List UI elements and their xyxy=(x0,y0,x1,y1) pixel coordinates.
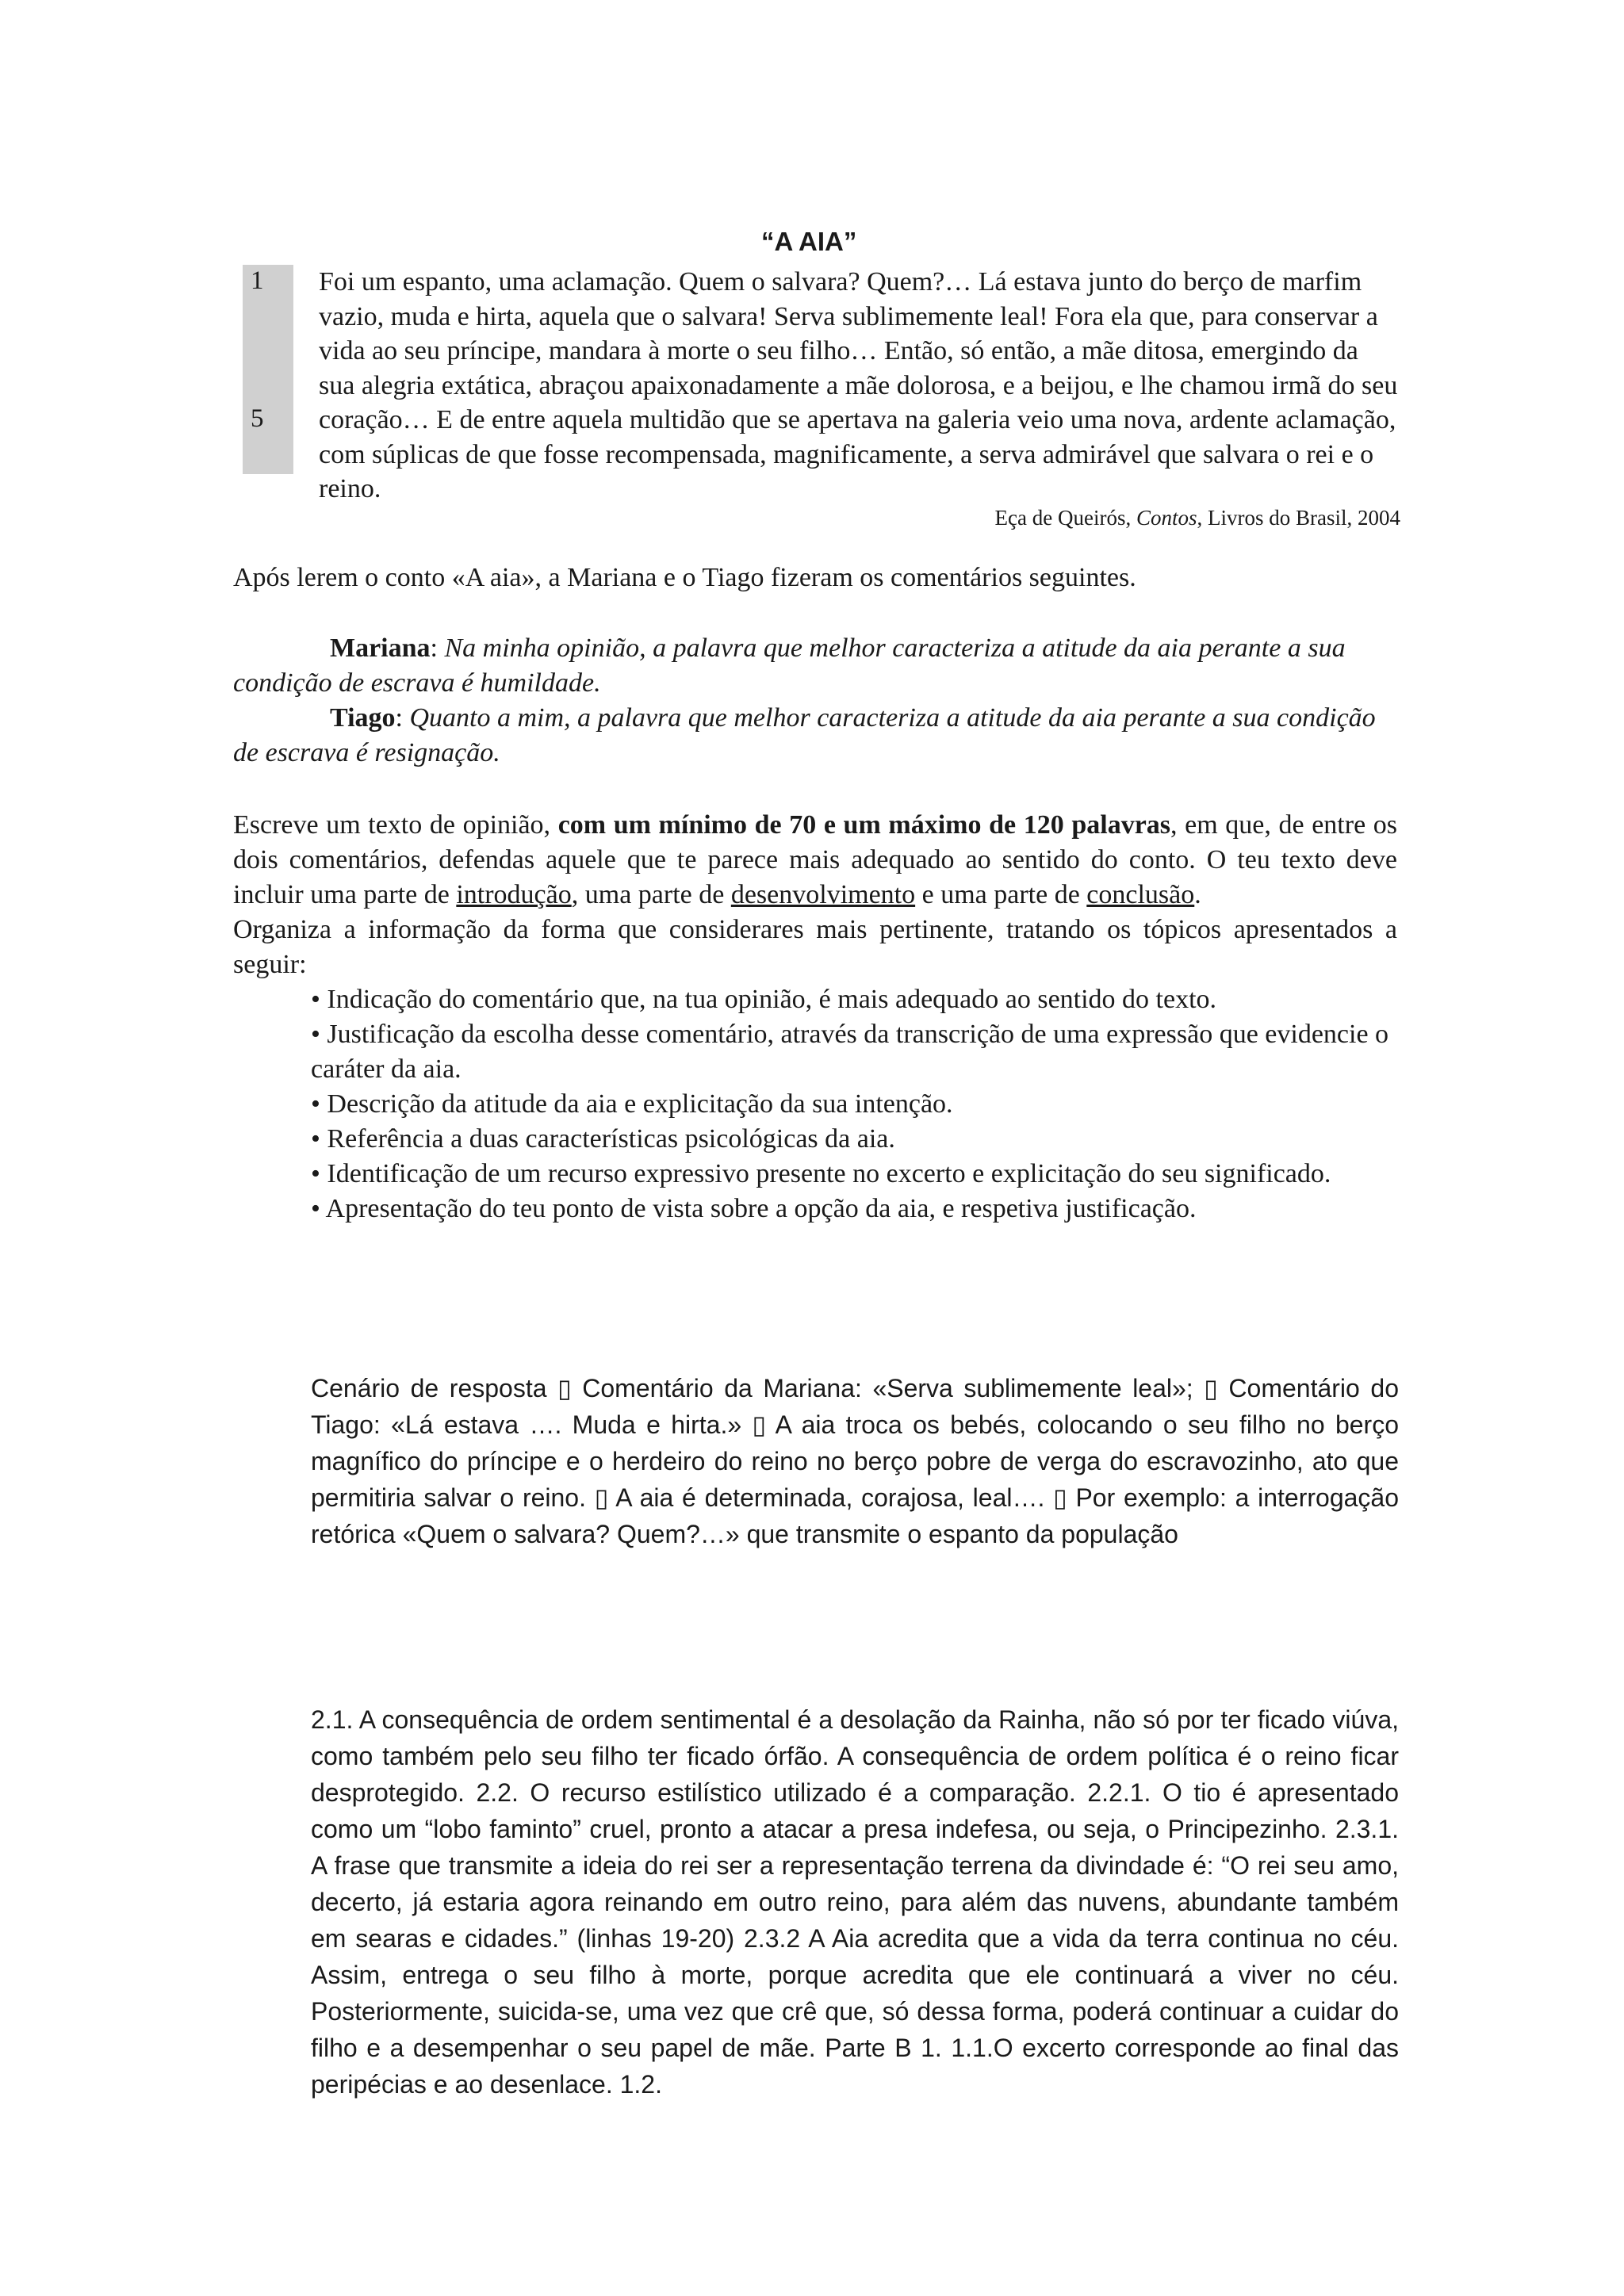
topic-item: • Descrição da atitude da aia e explicitação da sua intenção. xyxy=(311,1089,953,1119)
topic-item: • Identificação de um recurso expressivo presente no excerto e explicitação do seu significado. xyxy=(311,1159,1331,1188)
topic-item: • Apresentação do teu ponto de vista sobre a opção da aia, e respetiva justificação. xyxy=(311,1194,1197,1223)
topic-item: • Justificação da escolha desse comentário, através da transcrição de uma expressão que evidencie o caráter da aia. xyxy=(311,1020,1389,1084)
task-instructions xyxy=(233,808,1397,1226)
comment-text: Quanto a mim, a palavra que melhor caracteriza a atitude da aia perante a sua condição de escrava é resignação. xyxy=(233,703,1376,767)
answer-scenario: Cenário de resposta ▯ Comentário da Mariana: «Serva sublimemente leal»; ▯ Comentário do Tiago: «Lá estava …. Muda e hirta.» ▯ A aia troca os bebés, colocando o seu filho no berço magnífico do príncipe e o herdeiro do reino no berço pobre de verga do escravozinho, ato que permitiria salvar o reino. ▯ A aia é determinada, corajosa, leal…. ▯ Por exemplo: a interrogação retórica «Quem o salvara? Quem?…» que transmite o espanto da população xyxy=(311,1374,1399,1548)
comments-block xyxy=(233,631,1397,771)
topic-item: • Referência a duas características psicológicas da aia. xyxy=(311,1124,895,1154)
intro-sentence: Após lerem o conto «A aia», a Mariana e o Tiago fizeram os comentários seguintes. xyxy=(233,563,1136,592)
excerpt-source: Eça de Queirós, Contos, Livros do Brasil, 2004 xyxy=(994,506,1400,530)
comment-mariana: Mariana: Na minha opinião, a palavra que melhor caracteriza a atitude da aia perante a sua condição de escrava é humildade. xyxy=(233,633,1346,698)
speaker-name: Tiago xyxy=(330,703,396,733)
topic-item: • Indicação do comentário que, na tua opinião, é mais adequado ao sentido do texto. xyxy=(311,985,1217,1014)
task-paragraph: Escreve um texto de opinião, com um mínimo de 70 e um máximo de 120 palavras, em que, de entre os dois comentários, defendas aquele que te parece mais adequado ao sentido do conto. O teu texto deve incluir uma parte de introdução, uma parte de desenvolvimento e uma parte de conclusão. xyxy=(233,810,1398,909)
comment-text: Na minha opinião, a palavra que melhor caracteriza a atitude da aia perante a sua condição de escrava é humildade. xyxy=(233,633,1346,698)
topics-list xyxy=(233,982,1397,1226)
document-title: “A AIA” xyxy=(761,227,857,256)
speaker-name: Mariana xyxy=(330,633,431,663)
line-number-gutter xyxy=(243,265,293,474)
answer-key: 2.1. A consequência de ordem sentimental é a desolação da Rainha, não só por ter ficado viúva, como também pelo seu filho ter ficado órfão. A consequência de ordem política é o reino ficar desprotegido. 2.2. O recurso estilístico utilizado é a comparação. 2.2.1. O tio é apresentado como um “lobo faminto” cruel, pronto a atacar a presa indefesa, ou seja, o Principezinho. 2.3.1. A frase que transmite a ideia do rei ser a representação terrena da divindade é: “O rei seu amo, decerto, já estaria agora reinando em outro reino, para além das nuvens, abundante também em searas e cidades.” (linhas 19-20) 2.3.2 A Aia acredita que a vida da terra continua no céu. Assim, entrega o seu filho à morte, porque acredita que ele continuará a viver no céu. Posteriormente, suicida-se, uma vez que crê que, só dessa forma, poderá continuar a cuidar do filho e a desempenhar o seu papel de mãe. Parte B 1. 1.1.O excerto corresponde ao final das peripécias e ao desenlace. 1.2. xyxy=(311,1705,1399,2099)
line-number-5: 5 xyxy=(251,404,264,433)
excerpt-text: Foi um espanto, uma aclamação. Quem o salvara? Quem?… Lá estava junto do berço de marfim vazio, muda e hirta, aquela que o salvara! Serva sublimemente leal! Fora ela que, para conservar a vida ao seu príncipe, mandara à morte o seu filho… Então, só então, a mãe ditosa, emergindo da sua alegria extática, abraçou apaixonadamente a mãe dolorosa, e a beijou, e lhe chamou irmã do seu coração… E de entre aquela multidão que se apertava na galeria veio uma nova, ardente aclamação, com súplicas de que fosse recompensada, magnificamente, a serva admirável que salvara o rei e o reino. xyxy=(319,267,1398,503)
task-organize: Organiza a informação da forma que considerares mais pertinente, tratando os tópicos apresentados a seguir: xyxy=(233,915,1397,979)
comment-tiago: Tiago: Quanto a mim, a palavra que melhor caracteriza a atitude da aia perante a sua condição de escrava é resignação. xyxy=(233,703,1376,767)
line-number-1: 1 xyxy=(251,266,264,295)
